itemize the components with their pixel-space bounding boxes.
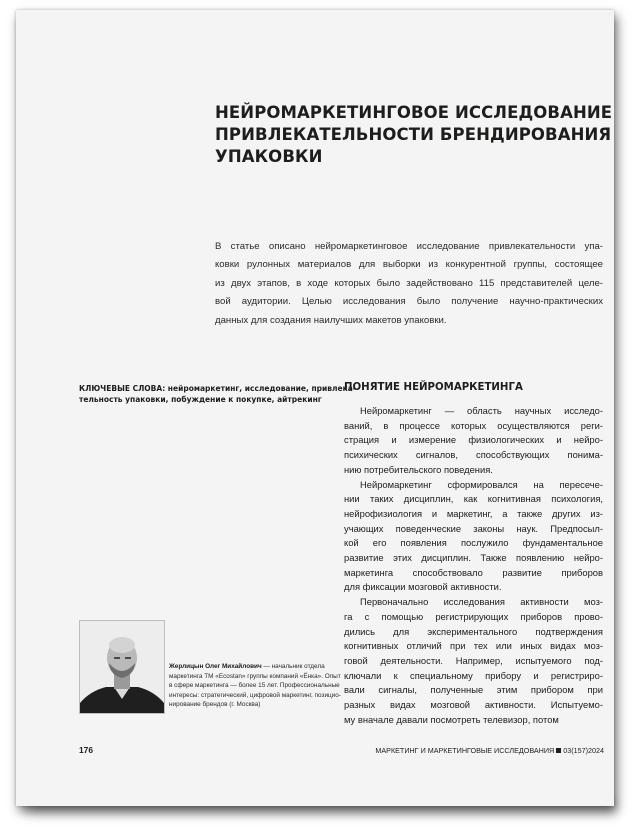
article-abstract [215, 238, 603, 330]
title-line: ПРИВЛЕКАТЕЛЬНОСТИ БРЕНДИРОВАНИЯ [215, 125, 612, 144]
issue-number: 03(157)2024 [563, 746, 604, 755]
body-line: когнитивных отличий при тех или иных видах моз- [344, 640, 603, 652]
body-line: развитие этих дисциплин. Также появлению нейро- [344, 552, 603, 564]
author-bio-line: маркетинга ТМ «Ecostan» группы компаний «Ёнка». Опыт [169, 672, 341, 680]
body-line: кой его появления послужило фундаментальное [344, 537, 603, 549]
body-line: нии таких дисциплин, как когнитивная психология, [344, 493, 603, 505]
body-line: ваний, в процессе которых осуществляются реги- [344, 419, 603, 431]
body-line: ключали к специальному прибору и регистриро- [344, 669, 603, 681]
body-line: Нейромаркетинг — область научных исследо- [360, 405, 603, 416]
abstract-line: данных для создания наилучших макетов упаковки. [215, 314, 447, 326]
body-line: психических сигналов, способствующих понима- [344, 449, 603, 461]
body-line: Нейромаркетинг сформировался на пересече- [360, 478, 603, 490]
keywords-line: тельность упаковки, побуждение к покупке, айтрекинг [79, 395, 322, 404]
title-line: НЕЙРОМАРКЕТИНГОВОЕ ИССЛЕДОВАНИЕ [215, 103, 613, 122]
body-line: Первоначально исследования активности моз- [360, 596, 603, 608]
body-line: учающих поведенческие законы наук. Предпосыл- [344, 522, 603, 534]
abstract-line: ковки рулонных материалов для выборки из конкурентной группы, состоящее [215, 259, 603, 271]
author-bio-line: нирование брендов (г. Москва) [169, 701, 261, 708]
abstract-line: из двух этапов, в ходе которых было задействовано 115 представителей целе- [215, 277, 603, 289]
running-footer [368, 746, 604, 755]
body-line: вали сигналы, полученные этим прибором при [344, 684, 603, 696]
author-bio-line [169, 662, 339, 672]
section-heading: ПОНЯТИЕ НЕЙРОМАРКЕТИНГА [344, 382, 523, 393]
body-line: говой деятельности. Например, испытуемого под- [344, 654, 603, 666]
keywords-block [79, 383, 356, 405]
page-number: 176 [79, 745, 93, 755]
body-line: для фиксации мозговой активности. [344, 581, 502, 593]
body-line: дились для экспериментального подтверждения [344, 625, 603, 637]
author-role: — начальник отдела [261, 663, 325, 670]
abstract-line: В статье описано нейромаркетинговое исследование привлекательности упа- [215, 241, 603, 252]
keywords-line: КЛЮЧЕВЫЕ СЛОВА: нейромаркетинг, исследование, привлека- [79, 384, 356, 393]
journal-page [16, 10, 614, 806]
abstract-line: вой аудитории. Целью исследования было получение научно-практических [215, 296, 603, 308]
author-bio [169, 662, 339, 710]
journal-name: МАРКЕТИНГ И МАРКЕТИНГОВЫЕ ИССЛЕДОВАНИЯ [375, 746, 555, 755]
title-line: УПАКОВКИ [215, 147, 323, 166]
body-line: нейрофизиология и маркетинг, а также других из- [344, 507, 603, 519]
body-column [344, 404, 603, 727]
body-line: маркетинга способствовало развитие приборов [344, 566, 603, 578]
body-line: му вначале давали посмотреть телевизор, потом [344, 713, 559, 725]
body-line: га с помощью регистрирующих приборов прово- [344, 610, 603, 622]
author-portrait-icon [80, 621, 164, 713]
author-name: Жерлицын Олег Михайлович [169, 663, 262, 670]
separator-square-icon [556, 748, 561, 753]
article-title [215, 102, 613, 168]
author-photo [79, 620, 165, 714]
body-line: разных видах мозговой активности. Испытуемо- [344, 699, 603, 711]
body-line: страция и измерение физиологических и нейро- [344, 434, 603, 446]
author-bio-line: интересы: стратегический, цифровой маркетинг, позицио- [169, 691, 341, 699]
body-line: нию потребительского поведения. [344, 463, 493, 475]
author-bio-line: в сфере маркетинга — более 15 лет. Профессиональные [169, 682, 340, 689]
